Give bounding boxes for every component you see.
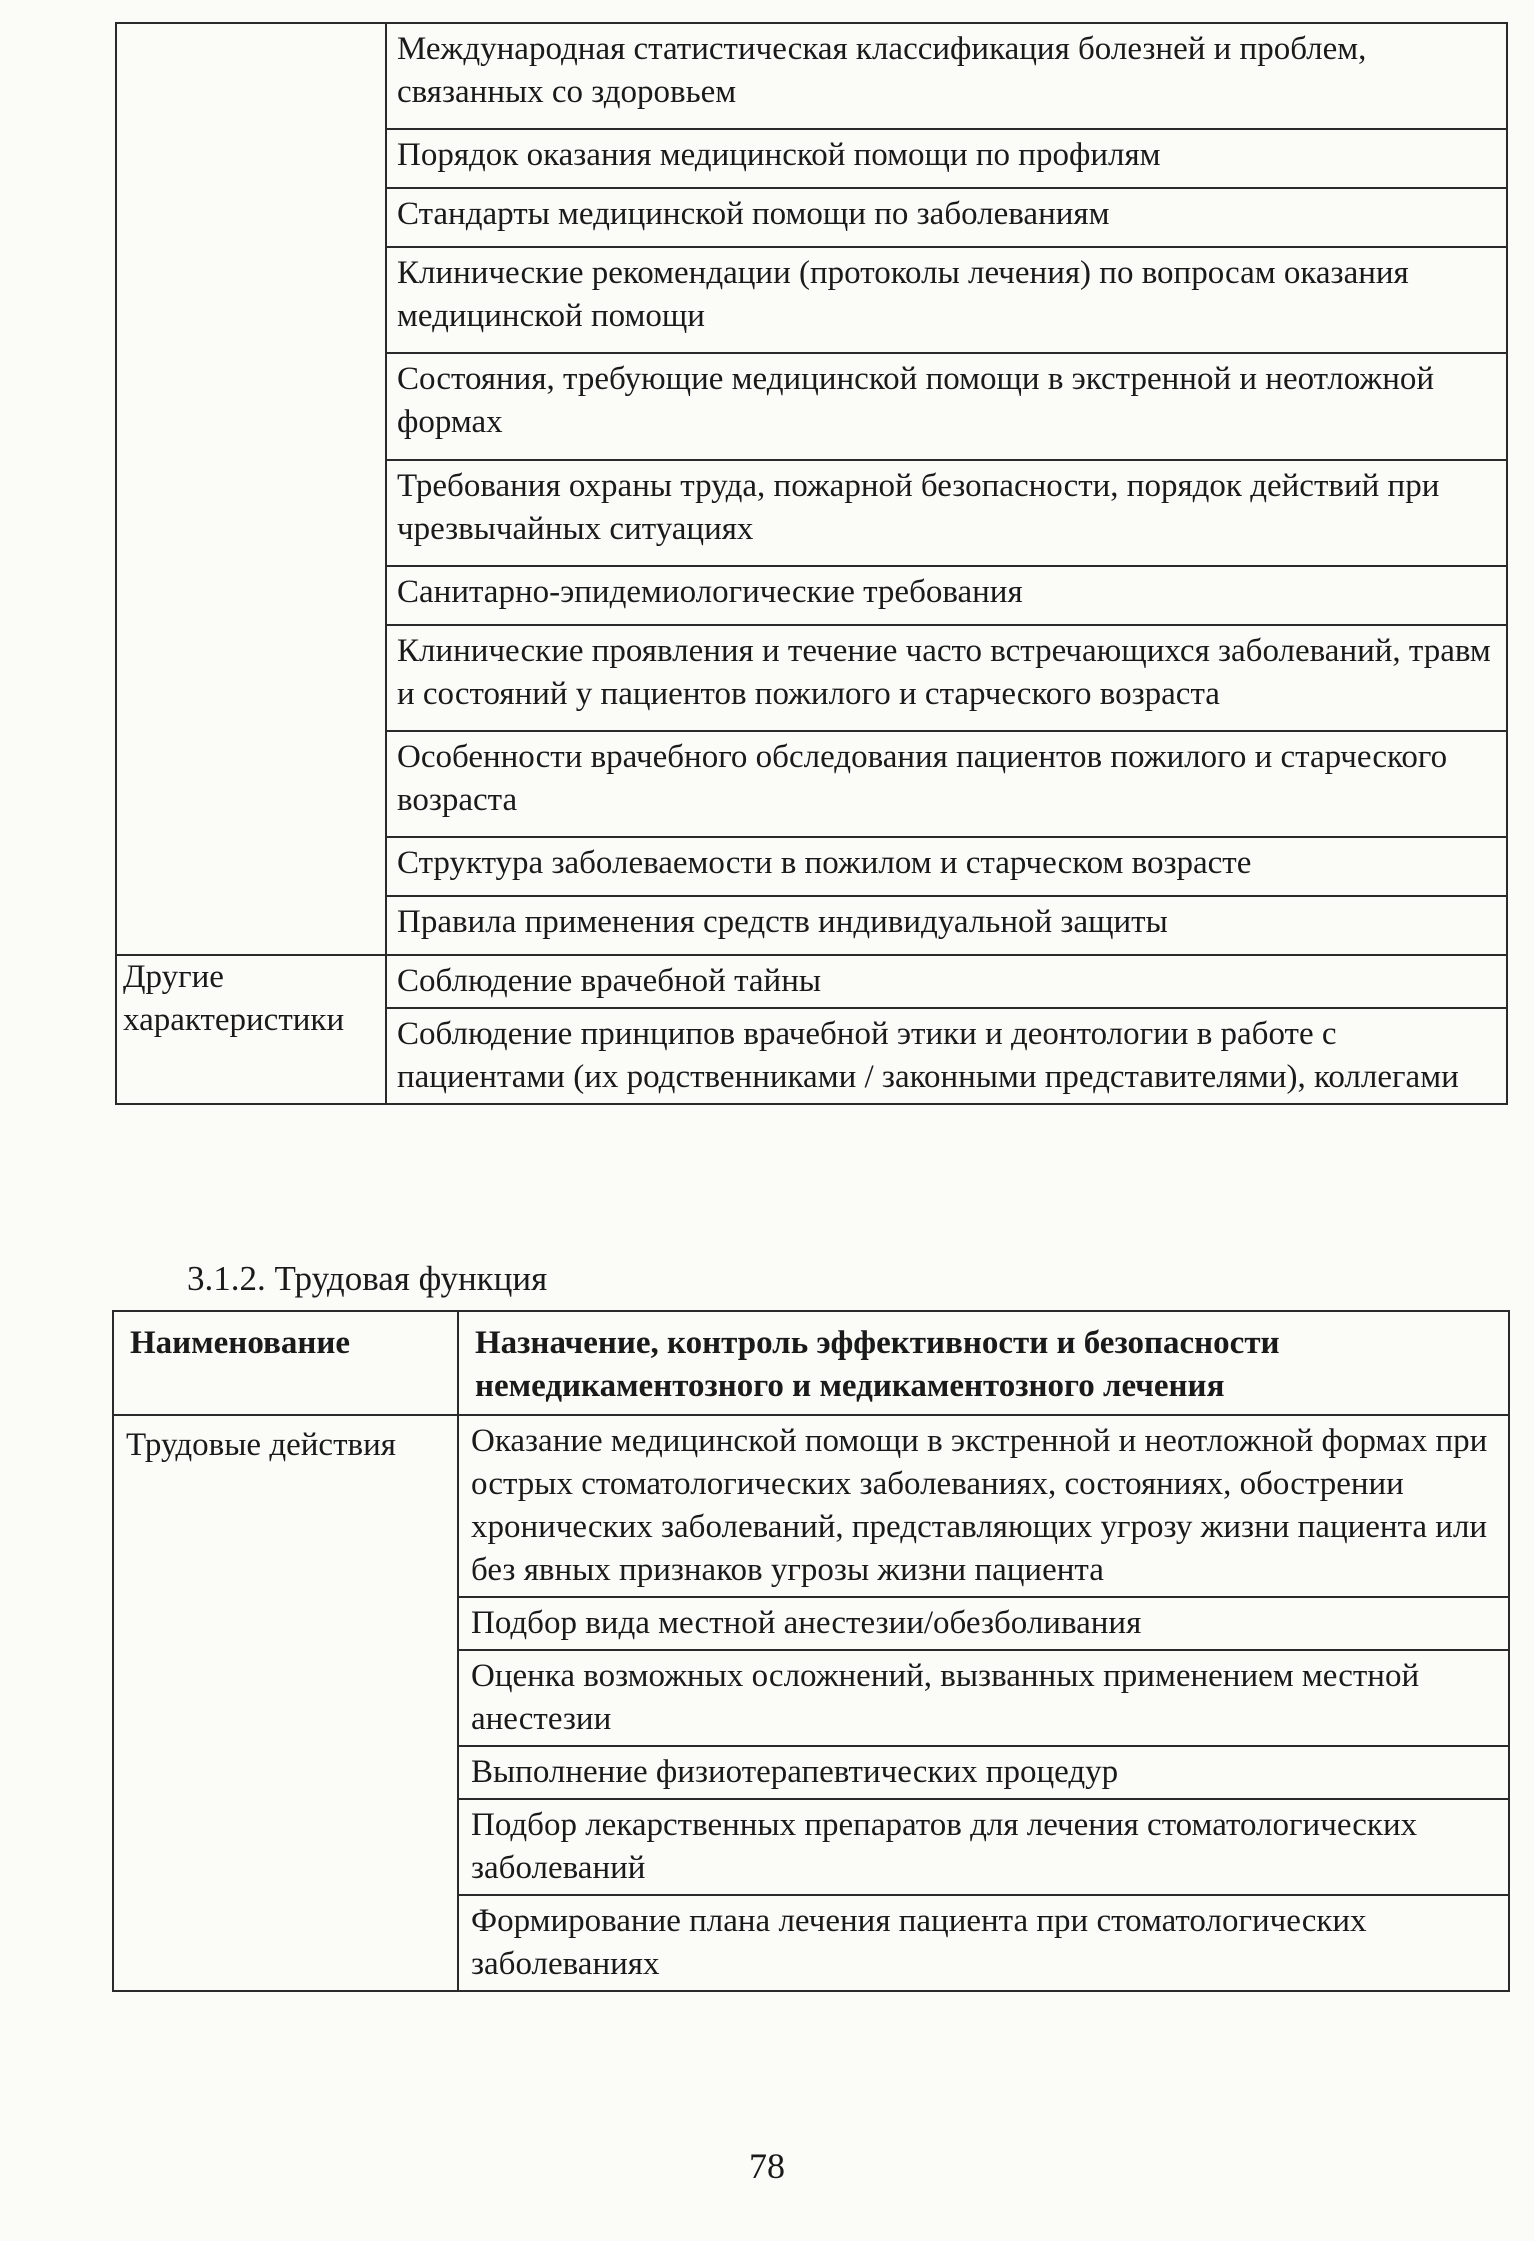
- table-header-row: [113, 1311, 1509, 1415]
- table-cell: Требования охраны труда, пожарной безопасности, порядок действий при чрезвычайных ситуациях: [386, 460, 1507, 566]
- header-value: Назначение, контроль эффективности и безопасности немедикаментозного и медикаментозного лечения: [458, 1311, 1509, 1415]
- header-label: Наименование: [113, 1311, 458, 1415]
- table-cell: Оказание медицинской помощи в экстренной и неотложной формах при острых стоматологических заболеваниях, состояниях, обострении хронических заболеваний, представляющих угрозу жизни пациента или без явных признаков угрозы жизни пациента: [458, 1415, 1509, 1597]
- table-cell: Выполнение физиотерапевтических процедур: [458, 1746, 1509, 1799]
- page-number: 78: [749, 2146, 785, 2186]
- table-row: [116, 955, 1507, 1008]
- table-cell: Стандарты медицинской помощи по заболеваниям: [386, 188, 1507, 247]
- table-cell: Оценка возможных осложнений, вызванных применением местной анестезии: [458, 1650, 1509, 1746]
- table-cell: Особенности врачебного обследования пациентов пожилого и старческого возраста: [386, 731, 1507, 837]
- table-cell: Правила применения средств индивидуальной защиты: [386, 896, 1507, 955]
- labor-function-table: [112, 1310, 1510, 1992]
- table-cell: Соблюдение врачебной тайны: [386, 955, 1507, 1008]
- table-cell: Соблюдение принципов врачебной этики и деонтологии в работе с пациентами (их родственниками / законными представителями), коллегами: [386, 1008, 1507, 1104]
- row-label-other: Другие характеристики: [116, 955, 386, 1104]
- table-cell: Клинические рекомендации (протоколы лечения) по вопросам оказания медицинской помощи: [386, 247, 1507, 353]
- table-row: [113, 1415, 1509, 1597]
- row-label: [116, 23, 386, 955]
- row-label-actions: Трудовые действия: [113, 1415, 458, 1991]
- table-cell: Состояния, требующие медицинской помощи в экстренной и неотложной формах: [386, 353, 1507, 459]
- table-cell: Клинические проявления и течение часто встречающихся заболеваний, травм и состояний у пациентов пожилого и старческого возраста: [386, 625, 1507, 731]
- table-cell: Санитарно-эпидемиологические требования: [386, 566, 1507, 625]
- table-cell: Формирование плана лечения пациента при стоматологических заболеваниях: [458, 1895, 1509, 1991]
- table-cell: Структура заболеваемости в пожилом и старческом возрасте: [386, 837, 1507, 896]
- table-cell: Подбор лекарственных препаратов для лечения стоматологических заболеваний: [458, 1799, 1509, 1895]
- table-cell: Порядок оказания медицинской помощи по профилям: [386, 129, 1507, 188]
- table-cell: Международная статистическая классификация болезней и проблем, связанных со здоровьем: [386, 23, 1507, 129]
- table-row: [116, 23, 1507, 129]
- section-heading: 3.1.2. Трудовая функция: [187, 1259, 548, 1298]
- knowledge-table: [115, 22, 1508, 1105]
- table-cell: Подбор вида местной анестезии/обезболивания: [458, 1597, 1509, 1650]
